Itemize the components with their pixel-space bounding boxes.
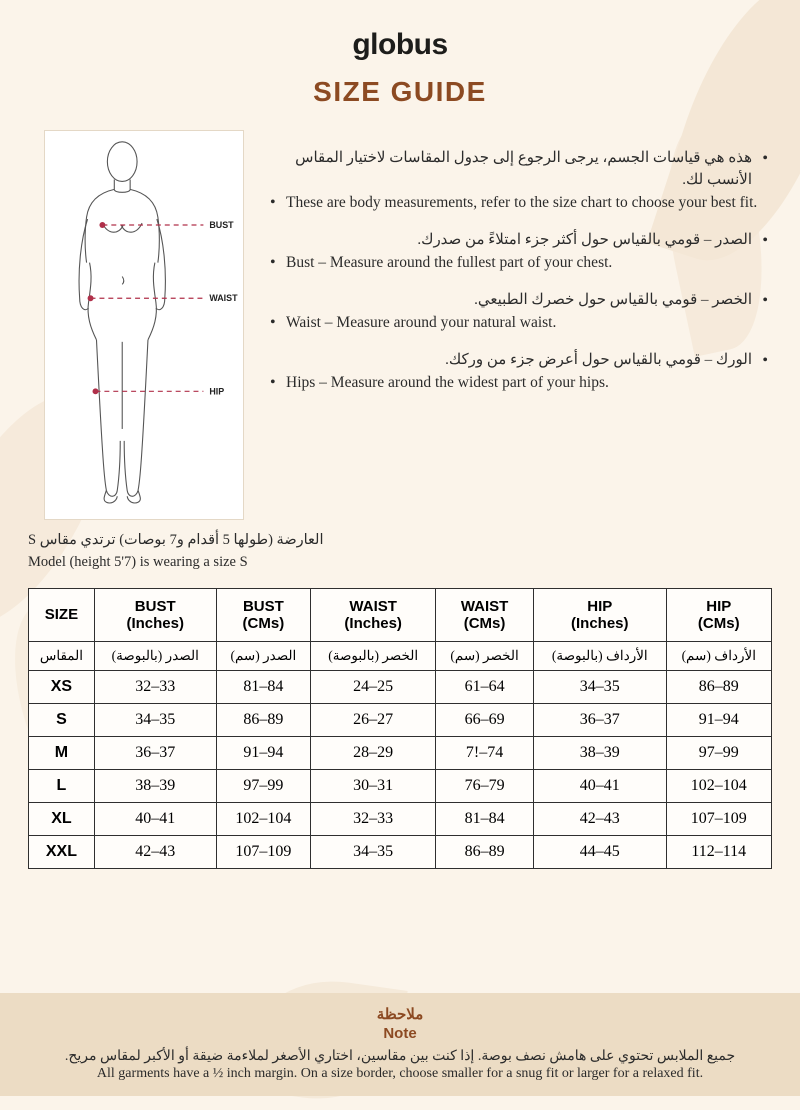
waist-measure-line <box>88 293 239 303</box>
cell-size: S <box>29 704 95 737</box>
cell-hip-cms: 86–89 <box>666 671 771 704</box>
cell-waist-inches: 26–27 <box>311 704 436 737</box>
cell-hip-inches: 34–35 <box>534 671 667 704</box>
cell-bust-inches: 38–39 <box>94 770 216 803</box>
column-header-waist-cms-ar: الخصر (سم) <box>436 642 534 671</box>
instruction-english: • These are body measurements, refer to the size chart to choose your best fit. <box>266 192 772 214</box>
cell-bust-inches: 40–41 <box>94 803 216 836</box>
column-header-size: SIZE <box>29 588 95 642</box>
instruction-arabic: • الخصر – قومي بالقياس حول خصرك الطبيعي. <box>266 290 772 312</box>
footer-note <box>0 993 800 1096</box>
column-header-hip-inches-ar: الأرداف (بالبوصة) <box>534 642 667 671</box>
model-figure-illustration <box>44 130 244 520</box>
cell-hip-cms: 102–104 <box>666 770 771 803</box>
column-header-bust-inches-ar: الصدر (بالبوصة) <box>94 642 216 671</box>
cell-bust-inches: 42–43 <box>94 836 216 869</box>
column-header-waist-cms: WAIST (CMs) <box>436 588 534 642</box>
note-label-english: Note <box>383 1025 417 1042</box>
cell-waist-inches: 28–29 <box>311 737 436 770</box>
instruction-group <box>266 148 772 214</box>
page-title: SIZE GUIDE <box>313 76 487 107</box>
cell-waist-inches: 32–33 <box>311 803 436 836</box>
cell-bust-inches: 32–33 <box>94 671 216 704</box>
instruction-english: • Waist – Measure around your natural waist. <box>266 312 772 334</box>
table-row <box>29 704 772 737</box>
cell-bust-cms: 91–94 <box>216 737 311 770</box>
cell-bust-cms: 97–99 <box>216 770 311 803</box>
cell-waist-cms: 61–64 <box>436 671 534 704</box>
table-header-row <box>29 588 772 642</box>
column-header-hip-inches: HIP (Inches) <box>534 588 667 642</box>
column-header-size-ar: المقاس <box>29 642 95 671</box>
cell-waist-inches: 34–35 <box>311 836 436 869</box>
instruction-arabic: • الصدر – قومي بالقياس حول أكثر جزء امتلاءً من صدرك. <box>266 230 772 252</box>
table-header <box>29 588 772 642</box>
table-row <box>29 671 772 704</box>
cell-hip-inches: 42–43 <box>534 803 667 836</box>
cell-size: XS <box>29 671 95 704</box>
cell-size: XL <box>29 803 95 836</box>
instruction-group <box>266 290 772 334</box>
column-header-bust-cms-ar: الصدر (سم) <box>216 642 311 671</box>
cell-hip-inches: 38–39 <box>534 737 667 770</box>
cell-hip-cms: 97–99 <box>666 737 771 770</box>
cell-waist-cms: 86–89 <box>436 836 534 869</box>
instruction-arabic: • هذه هي قياسات الجسم، يرجى الرجوع إلى جدول المقاسات لاختيار المقاس الأنسب لك. <box>266 148 772 192</box>
cell-hip-cms: 107–109 <box>666 803 771 836</box>
cell-waist-cms: 66–69 <box>436 704 534 737</box>
hip-measure-line <box>93 386 225 396</box>
instruction-english: • Bust – Measure around the fullest part of your chest. <box>266 252 772 274</box>
cell-bust-cms: 81–84 <box>216 671 311 704</box>
cell-waist-cms: 81–84 <box>436 803 534 836</box>
measurement-section <box>28 130 772 520</box>
cell-waist-inches: 30–31 <box>311 770 436 803</box>
instruction-group <box>266 230 772 274</box>
note-label-arabic: ملاحظة <box>376 1006 424 1023</box>
table-header-row-arabic <box>29 642 772 671</box>
cell-bust-cms: 107–109 <box>216 836 311 869</box>
figure-label-hip: HIP <box>209 386 225 397</box>
cell-hip-inches: 44–45 <box>534 836 667 869</box>
column-header-bust-cms: BUST (CMs) <box>216 588 311 642</box>
table-row <box>29 737 772 770</box>
cell-bust-inches: 34–35 <box>94 704 216 737</box>
footer-text-arabic: جميع الملابس تحتوي على هامش نصف بوصة. إذا كنت بين مقاسين، اختاري الأصغر لملاءمة ضيقة أو الأكبر لمقاس مريح. <box>64 1049 736 1064</box>
column-header-hip-cms-ar: الأرداف (سم) <box>666 642 771 671</box>
table-body <box>29 642 772 869</box>
model-note <box>28 530 772 574</box>
cell-size: L <box>29 770 95 803</box>
instruction-english: • Hips – Measure around the widest part of your hips. <box>266 372 772 394</box>
column-header-bust-inches: BUST (Inches) <box>94 588 216 642</box>
female-body-outline-icon <box>45 131 243 519</box>
instruction-group <box>266 350 772 394</box>
cell-hip-inches: 40–41 <box>534 770 667 803</box>
column-header-waist-inches: WAIST (Inches) <box>311 588 436 642</box>
cell-waist-cms: 76–79 <box>436 770 534 803</box>
table-row <box>29 803 772 836</box>
brand-logo: globus <box>352 28 448 61</box>
column-header-waist-inches-ar: الخصر (بالبوصة) <box>311 642 436 671</box>
bust-measure-line <box>99 220 234 230</box>
cell-bust-cms: 102–104 <box>216 803 311 836</box>
cell-waist-inches: 24–25 <box>311 671 436 704</box>
measurement-instructions <box>266 130 772 411</box>
size-chart-table <box>28 588 772 870</box>
instruction-arabic: • الورك – قومي بالقياس حول أعرض جزء من وركك. <box>266 350 772 372</box>
cell-size: M <box>29 737 95 770</box>
figure-label-waist: WAIST <box>209 293 238 304</box>
cell-hip-inches: 36–37 <box>534 704 667 737</box>
column-header-hip-cms: HIP (CMs) <box>666 588 771 642</box>
figure-label-bust: BUST <box>209 219 234 230</box>
table-row <box>29 836 772 869</box>
cell-hip-cms: 91–94 <box>666 704 771 737</box>
footer-text-english: All garments have a ½ inch margin. On a size border, choose smaller for a snug fit or larger for a relaxed fit. <box>96 1066 704 1081</box>
model-note-arabic: العارضة (طولها 5 أقدام و7 بوصات) ترتدي مقاس S <box>28 532 324 548</box>
cell-waist-cms: 7!–74 <box>436 737 534 770</box>
cell-size: XXL <box>29 836 95 869</box>
table-row <box>29 770 772 803</box>
cell-hip-cms: 112–114 <box>666 836 771 869</box>
cell-bust-cms: 86–89 <box>216 704 311 737</box>
cell-bust-inches: 36–37 <box>94 737 216 770</box>
model-note-english: Model (height 5'7) is wearing a size S <box>28 553 248 570</box>
